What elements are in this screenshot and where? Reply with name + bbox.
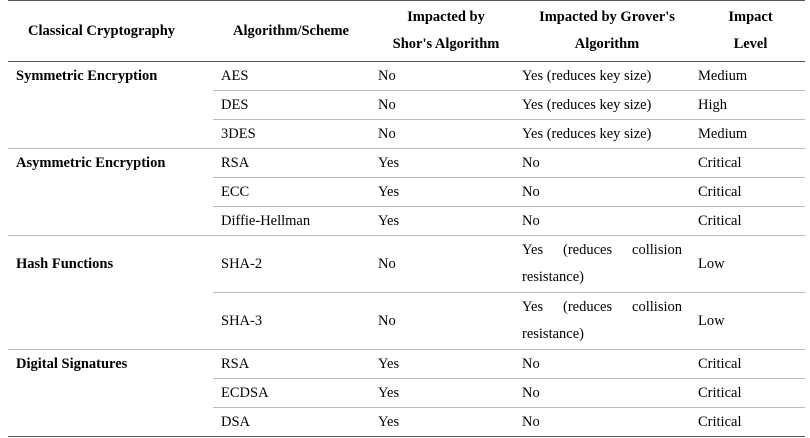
header-shor bbox=[374, 1, 518, 62]
category-cell-empty bbox=[8, 293, 213, 350]
impact-level-cell: High bbox=[696, 91, 805, 120]
shor-cell: Yes bbox=[374, 408, 518, 437]
header-classical-cryptography: Classical Cryptography bbox=[8, 1, 213, 62]
impact-level-cell: Critical bbox=[696, 350, 805, 379]
category-cell: Symmetric Encryption bbox=[8, 62, 213, 91]
shor-cell: Yes bbox=[374, 379, 518, 408]
impact-level-cell: Critical bbox=[696, 149, 805, 178]
table-body bbox=[8, 62, 805, 437]
algorithm-cell: ECC bbox=[213, 178, 374, 207]
category-cell-empty bbox=[8, 91, 213, 120]
grover-cell: No bbox=[518, 178, 696, 207]
shor-cell: Yes bbox=[374, 149, 518, 178]
table-row bbox=[8, 350, 805, 379]
algorithm-cell: RSA bbox=[213, 350, 374, 379]
category-cell-empty bbox=[8, 207, 213, 236]
header-algorithm-scheme: Algorithm/Scheme bbox=[213, 1, 374, 62]
shor-cell: Yes bbox=[374, 178, 518, 207]
header-grover-line1: Impacted by Grover's bbox=[539, 9, 675, 25]
table-row bbox=[8, 408, 805, 437]
crypto-impact-table bbox=[8, 0, 805, 437]
grover-cell bbox=[518, 236, 696, 293]
category-cell-empty bbox=[8, 120, 213, 149]
algorithm-cell: Diffie-Hellman bbox=[213, 207, 374, 236]
shor-cell: No bbox=[374, 91, 518, 120]
table-row bbox=[8, 62, 805, 91]
algorithm-cell: SHA-2 bbox=[213, 236, 374, 293]
header-impact-level bbox=[696, 1, 805, 62]
header-shor-line1: Impacted by bbox=[407, 9, 485, 25]
header-impact-level-line1: Impact bbox=[728, 9, 773, 25]
shor-cell: Yes bbox=[374, 207, 518, 236]
impact-level-cell: Critical bbox=[696, 408, 805, 437]
table-row bbox=[8, 91, 805, 120]
impact-level-cell: Low bbox=[696, 236, 805, 293]
grover-cell: Yes (reduces key size) bbox=[518, 120, 696, 149]
algorithm-cell: AES bbox=[213, 62, 374, 91]
category-cell-empty bbox=[8, 408, 213, 437]
table-row bbox=[8, 236, 805, 293]
impact-level-cell: Critical bbox=[696, 207, 805, 236]
table-row bbox=[8, 120, 805, 149]
crypto-impact-table-container bbox=[8, 0, 805, 437]
grover-cell: No bbox=[518, 207, 696, 236]
shor-cell: Yes bbox=[374, 350, 518, 379]
table-header bbox=[8, 1, 805, 62]
algorithm-cell: SHA-3 bbox=[213, 293, 374, 350]
category-cell: Digital Signatures bbox=[8, 350, 213, 379]
category-cell: Asymmetric Encryption bbox=[8, 149, 213, 178]
impact-level-cell: Low bbox=[696, 293, 805, 350]
category-cell-empty bbox=[8, 379, 213, 408]
algorithm-cell: DES bbox=[213, 91, 374, 120]
impact-level-cell: Medium bbox=[696, 120, 805, 149]
shor-cell: No bbox=[374, 62, 518, 91]
grover-cell: No bbox=[518, 350, 696, 379]
table-row bbox=[8, 178, 805, 207]
algorithm-cell: 3DES bbox=[213, 120, 374, 149]
category-cell: Hash Functions bbox=[8, 236, 213, 293]
grover-cell-text: Yes (reduces collision resistance) bbox=[522, 299, 682, 342]
impact-level-cell: Critical bbox=[696, 178, 805, 207]
header-impact-level-line2: Level bbox=[733, 36, 768, 52]
grover-cell: Yes (reduces key size) bbox=[518, 62, 696, 91]
algorithm-cell: RSA bbox=[213, 149, 374, 178]
grover-cell: No bbox=[518, 408, 696, 437]
header-grover bbox=[518, 1, 696, 62]
shor-cell: No bbox=[374, 236, 518, 293]
table-row bbox=[8, 293, 805, 350]
table-row bbox=[8, 379, 805, 408]
category-cell-empty bbox=[8, 178, 213, 207]
shor-cell: No bbox=[374, 293, 518, 350]
header-grover-line2: Algorithm bbox=[574, 36, 640, 52]
table-row bbox=[8, 207, 805, 236]
grover-cell bbox=[518, 293, 696, 350]
impact-level-cell: Medium bbox=[696, 62, 805, 91]
grover-cell: No bbox=[518, 379, 696, 408]
shor-cell: No bbox=[374, 120, 518, 149]
algorithm-cell: DSA bbox=[213, 408, 374, 437]
grover-cell: Yes (reduces key size) bbox=[518, 91, 696, 120]
algorithm-cell: ECDSA bbox=[213, 379, 374, 408]
header-row bbox=[8, 1, 805, 62]
grover-cell-text: Yes (reduces collision resistance) bbox=[522, 242, 682, 285]
impact-level-cell: Critical bbox=[696, 379, 805, 408]
table-row bbox=[8, 149, 805, 178]
grover-cell: No bbox=[518, 149, 696, 178]
header-shor-line2: Shor's Algorithm bbox=[392, 36, 500, 52]
